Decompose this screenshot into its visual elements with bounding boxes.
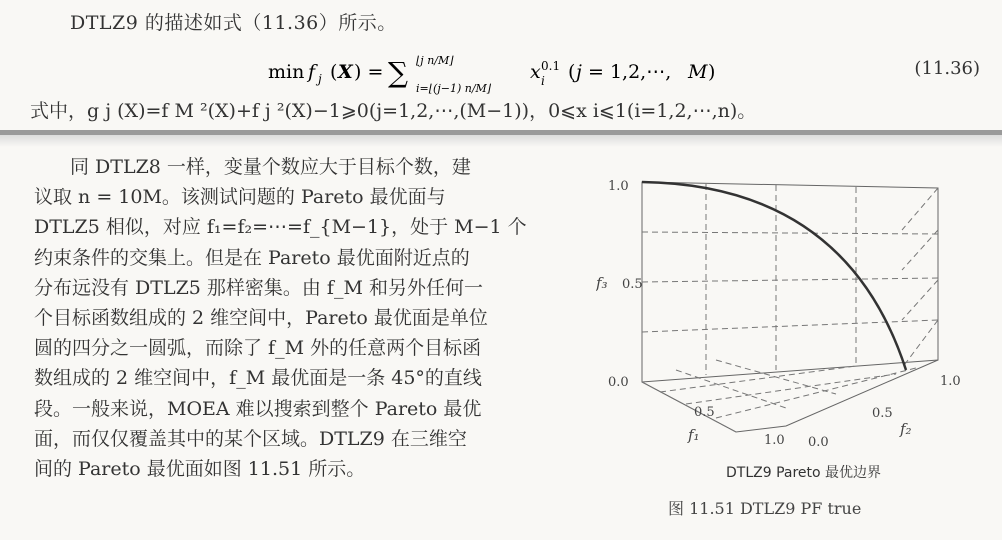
f2-axis-label: f₂ (900, 420, 912, 438)
paragraph-line: 面，而仅仅覆盖其中的某个区域。DTLZ9 在三维空 (34, 427, 467, 450)
svg-text:j: j (576, 61, 582, 83)
body-paragraph (34, 152, 592, 484)
equation-section (0, 0, 1002, 132)
paragraph-line: 同 DTLZ8 一样，变量个数应大于目标个数，建 (70, 156, 471, 178)
svg-text:j: j (318, 72, 322, 86)
svg-text:M: M (688, 61, 708, 83)
f1-axis-label: f₁ (688, 426, 700, 444)
paragraph-line: 个目标函数组成的 2 维空间中，Pareto 最优面是单位 (34, 307, 488, 330)
f3-axis-label: f₃ (596, 274, 608, 292)
paragraph-line: 段。一般来说，MOEA 难以搜索到整个 Pareto 最优 (34, 397, 482, 420)
f2-tick-1: 1.0 (940, 374, 961, 389)
svg-text:) =: ) = (354, 61, 384, 83)
paragraph-line: 议取 n = 10M。该测试问题的 Pareto 最优面与 (34, 186, 446, 209)
svg-text:(: ( (330, 61, 338, 83)
paragraph-line: 约束条件的交集上。但是在 Pareto 最优面附近点的 (34, 246, 470, 269)
svg-text:i=⌊(j−1) n/M⌋: i=⌊(j−1) n/M⌋ (416, 82, 492, 95)
paragraph-line: 数组成的 2 维空间中，f_M 最优面是一条 45°的直线 (34, 367, 482, 390)
f2-tick-05: 0.5 (872, 406, 893, 421)
svg-text:= 1,2,⋯,: = 1,2,⋯, (588, 61, 672, 83)
svg-text:0.1: 0.1 (541, 59, 561, 73)
equation-render (268, 52, 788, 98)
svg-text:⌊j n/M⌋: ⌊j n/M⌋ (416, 54, 454, 67)
svg-text:x: x (530, 61, 541, 83)
pareto-curve (642, 182, 906, 370)
divider-shadow (0, 135, 1002, 147)
intro-line: DTLZ9 的描述如式（11.36）所示。 (70, 12, 397, 34)
svg-text:∑: ∑ (388, 56, 408, 89)
figure-caption: 图 11.51 DTLZ9 PF true (668, 499, 862, 518)
equation-number: (11.36) (914, 58, 980, 79)
f2-tick-0: 0.0 (808, 435, 829, 450)
svg-text:): ) (708, 61, 716, 83)
svg-text:i: i (541, 74, 545, 88)
svg-text:f: f (308, 61, 316, 83)
paragraph-line: DTLZ5 相似，对应 f₁=f₂=⋯=f_{M−1}，处于 M−1 个 (34, 216, 527, 239)
svg-text:(: ( (568, 61, 576, 83)
back-wall (642, 182, 938, 382)
grid-lines (642, 184, 938, 432)
f3-tick-1: 1.0 (608, 179, 629, 194)
svg-text:min: min (268, 61, 305, 83)
constraint-line: 式中，g j (X)=f M ²(X)+f j ²(X)−1⩾0(j=1,2,⋯,(M−1))，0⩽x i⩽1(i=1,2,⋯,n)。 (30, 100, 757, 122)
paragraph-line: 间的 Pareto 最优面如图 11.51 所示。 (34, 458, 366, 481)
pareto-3d-plot (596, 160, 1002, 460)
f3-tick-05: 0.5 (622, 277, 643, 292)
f1-tick-05: 0.5 (694, 405, 715, 420)
figure-title: DTLZ9 Pareto 最优边界 (726, 465, 882, 481)
pareto-figure (596, 160, 1002, 540)
svg-text:X: X (338, 61, 353, 83)
f3-tick-0: 0.0 (608, 375, 629, 390)
paragraph-line: 圆的四分之一圆弧，而除了 f_M 外的任意两个目标函 (34, 337, 482, 360)
f1-tick-1: 1.0 (764, 433, 785, 448)
paragraph-line: 分布远没有 DTLZ5 那样密集。由 f_M 和另外任何一 (34, 276, 483, 299)
